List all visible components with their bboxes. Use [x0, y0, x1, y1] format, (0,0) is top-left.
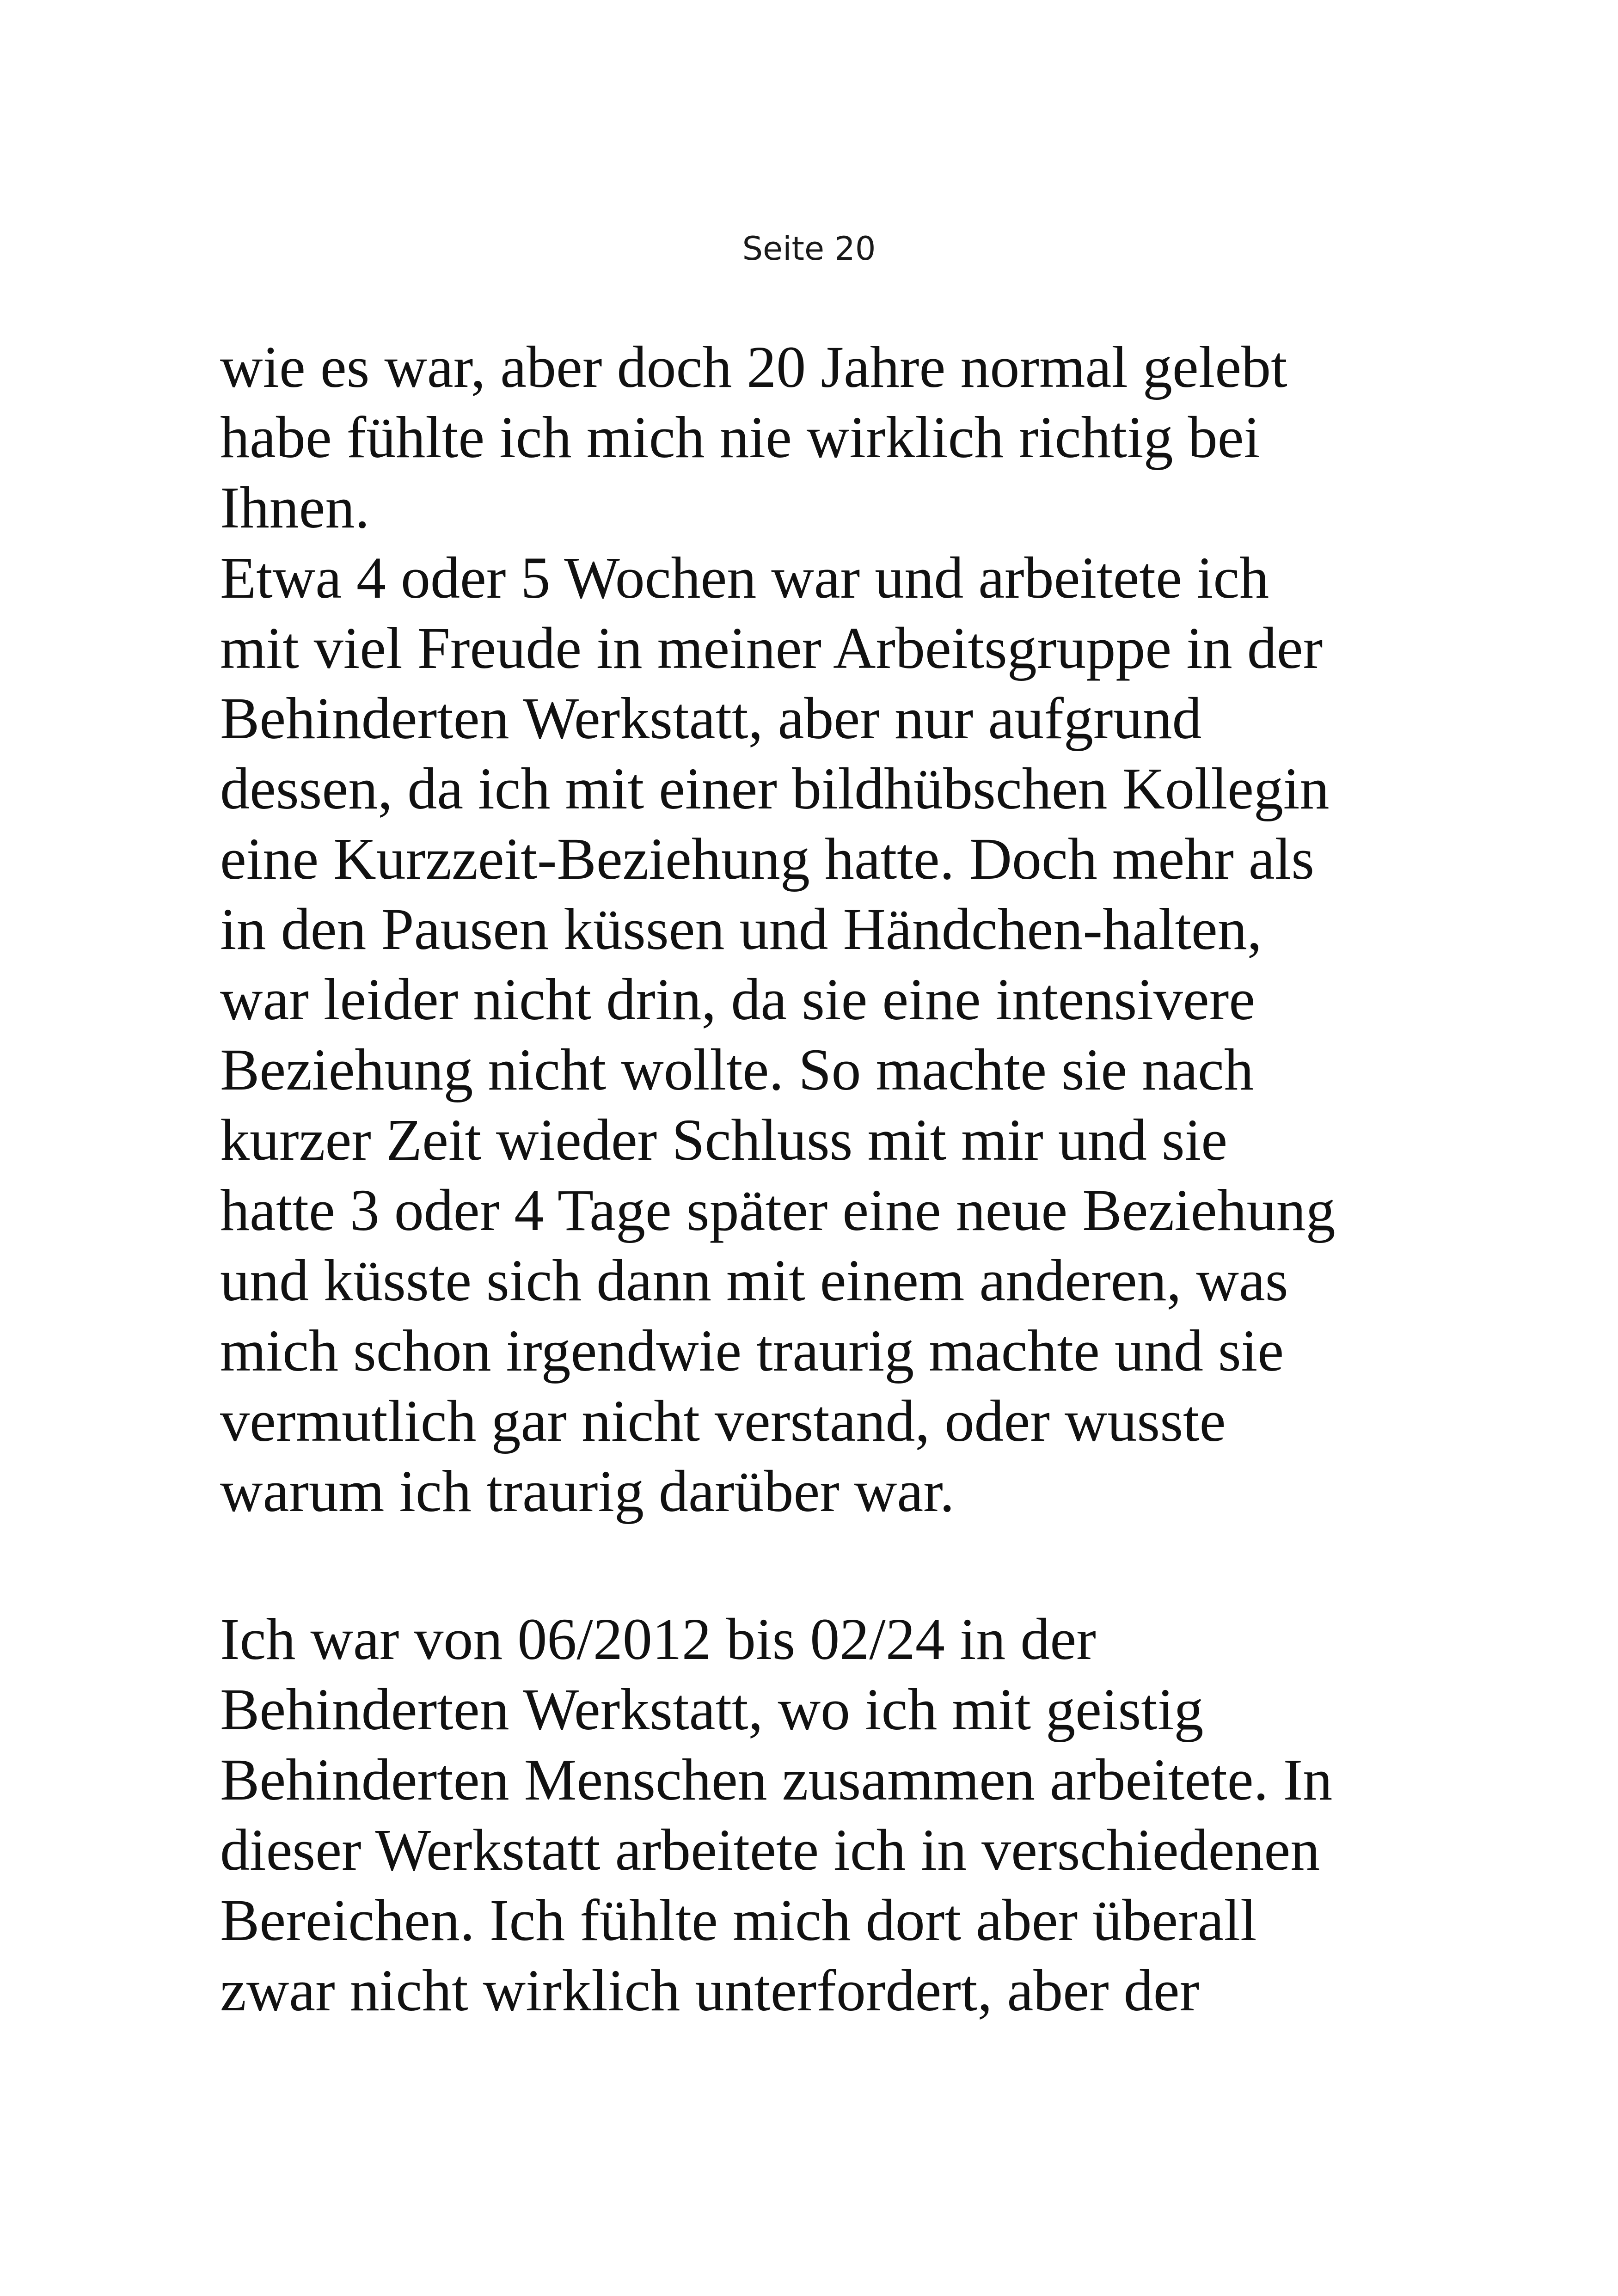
text-line: Bereichen. Ich fühlte mich dort aber überall: [220, 1887, 1257, 1953]
text-line: kurzer Zeit wieder Schluss mit mir und sie: [220, 1107, 1228, 1173]
text-line: Behinderten Werkstatt, aber nur aufgrund: [220, 686, 1202, 751]
text-line: war leider nicht drin, da sie eine intensivere: [220, 967, 1256, 1032]
text-line: eine Kurzzeit-Beziehung hatte. Doch mehr als: [220, 826, 1314, 892]
text-line: hatte 3 oder 4 Tage später eine neue Beziehung: [220, 1177, 1336, 1243]
paragraph-1: [220, 332, 1561, 1526]
text-line: mich schon irgendwie traurig machte und sie: [220, 1318, 1284, 1384]
text-line: Ich war von 06/2012 bis 02/24 in der: [220, 1606, 1096, 1672]
text-line: wie es war, aber doch 20 Jahre normal gelebt: [220, 334, 1287, 400]
text-line: Etwa 4 oder 5 Wochen war und arbeitete ich: [220, 545, 1269, 611]
text-line: mit viel Freude in meiner Arbeitsgruppe in der: [220, 615, 1323, 681]
text-line: Ihnen.: [220, 475, 370, 540]
paragraph-2: [220, 1604, 1561, 2026]
text-line: vermutlich gar nicht verstand, oder wusste: [220, 1388, 1226, 1454]
text-line: zwar nicht wirklich unterfordert, aber der: [220, 1958, 1200, 2023]
page-number-header: Seite 20: [742, 230, 876, 268]
text-line: dieser Werkstatt arbeitete ich in verschiedenen: [220, 1817, 1320, 1883]
text-line: Beziehung nicht wollte. So machte sie nach: [220, 1037, 1254, 1102]
text-line: dessen, da ich mit einer bildhübschen Kollegin: [220, 756, 1330, 821]
text-line: warum ich traurig darüber war.: [220, 1458, 955, 1524]
text-line: habe fühlte ich mich nie wirklich richtig bei: [220, 404, 1260, 470]
text-line: Behinderten Werkstatt, wo ich mit geistig: [220, 1677, 1204, 1742]
text-line: und küsste sich dann mit einem anderen, was: [220, 1248, 1288, 1313]
text-line: Behinderten Menschen zusammen arbeitete. In: [220, 1747, 1333, 1812]
text-line: in den Pausen küssen und Händchen-halten,: [220, 896, 1262, 962]
